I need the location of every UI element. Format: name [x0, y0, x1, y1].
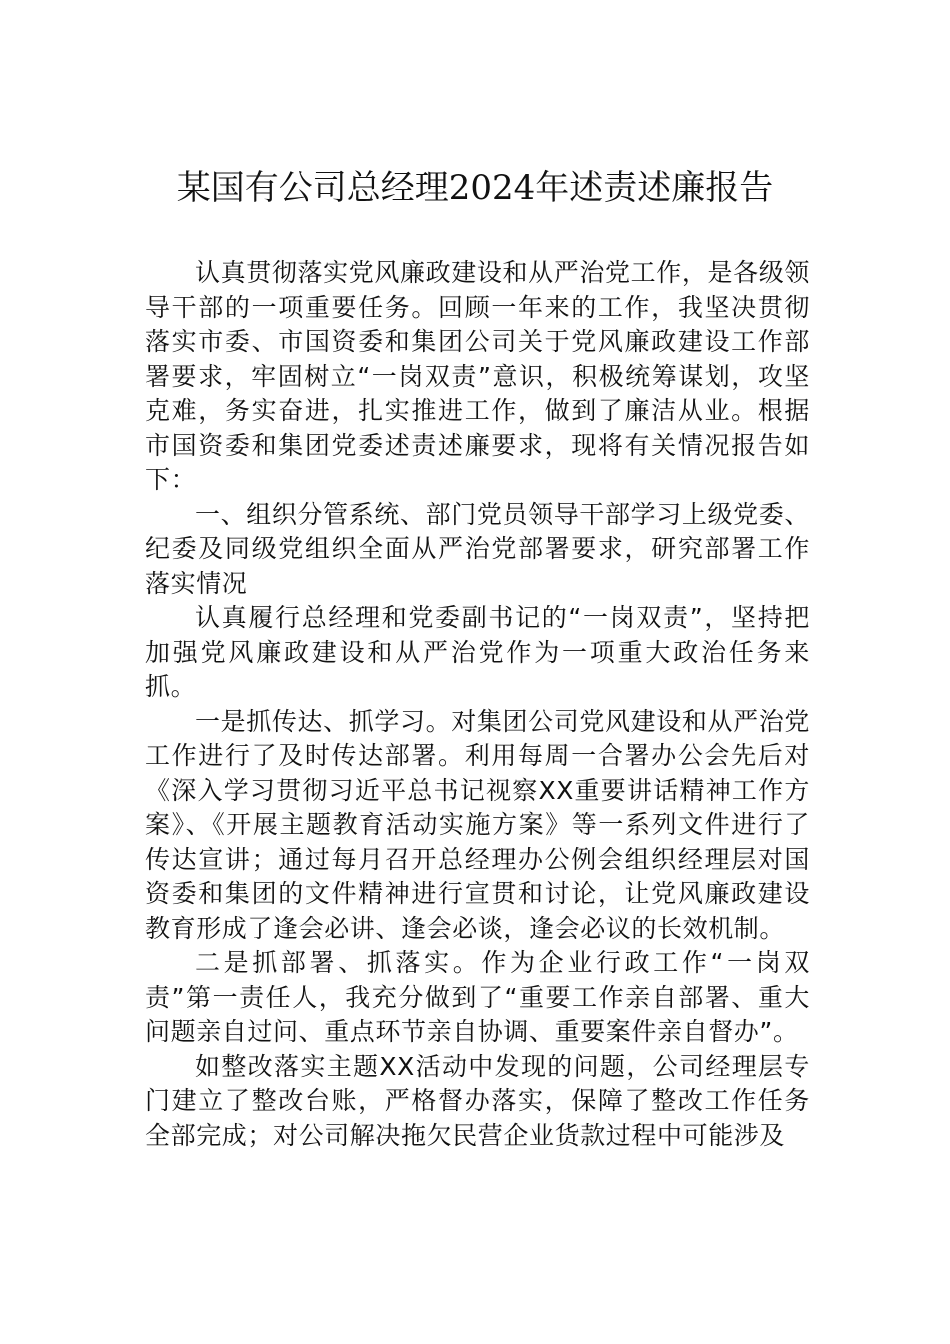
document-title: 某国有公司总经理2024年述责述廉报告 — [176, 168, 774, 208]
paragraph-point-1: 一是抓传达、抓学习。对集团公司党风建设和从严治党工作进行了及时传达部署。利用每周一合署办公会先后对《深入学习贯彻习近平总书记视察XX重要讲话精神工作方案》、《开展主题教育活动实施方案》等一系列文件进行了传达宣讲；通过每月召开总经理办公例会组织经理层对国资委和集团的文件精神进行宣贯和讨论，让党风廉政建设教育形成了逢会必讲、逢会必谈，逢会必议的长效机制。 — [145, 706, 810, 943]
paragraph-duty: 认真履行总经理和党委副书记的“一岗双责”，坚持把加强党风廉政建设和从严治党作为一项重大政治任务来抓。 — [145, 603, 810, 701]
document-body — [145, 256, 810, 1153]
paragraph-rectification: 如整改落实主题XX活动中发现的问题，公司经理层专门建立了整改台账，严格督办落实，保障了整改工作任务全部完成；对公司解决拖欠民营企业货款过程中可能涉及 — [145, 1051, 810, 1150]
paragraph-intro: 认真贯彻落实党风廉政建设和从严治党工作，是各级领导干部的一项重要任务。回顾一年来的工作，我坚决贯彻落实市委、市国资委和集团公司关于党风廉政建设工作部署要求，牢固树立“一岗双责”意识，积极统筹谋划，攻坚克难，务实奋进，扎实推进工作，做到了廉洁从业。根据市国资委和集团党委述责述廉要求，现将有关情况报告如下： — [145, 258, 810, 494]
paragraph-point-2: 二是抓部署、抓落实。作为企业行政工作“一岗双责”第一责任人，我充分做到了“重要工作亲自部署、重大问题亲自过问、重点环节亲自协调、重要案件亲自督办”。 — [145, 948, 810, 1046]
section-heading-1: 一、组织分管系统、部门党员领导干部学习上级党委、纪委及同级党组织全面从严治党部署要求，研究部署工作落实情况 — [145, 499, 810, 598]
